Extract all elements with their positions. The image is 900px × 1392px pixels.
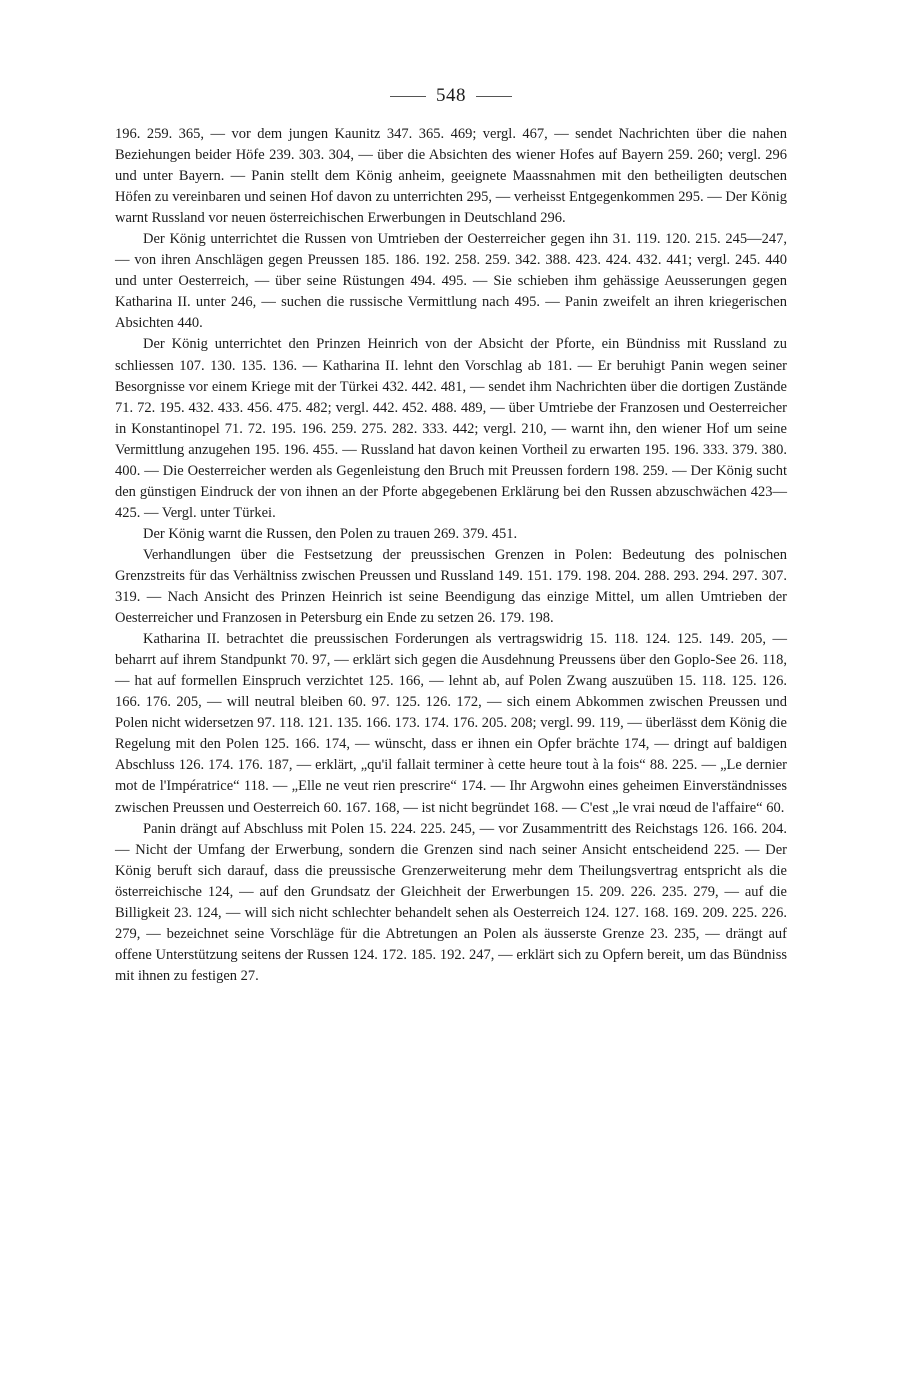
- paragraph: Der König warnt die Russen, den Polen zu trauen 269. 379. 451.: [143, 525, 518, 542]
- paragraph: Der König unterrichtet die Russen von Umtrieben der Oesterreicher gegen ihn 31. 119. 120. 215. 245—247, — von ihren Anschlägen gegen Preussen 185. 186. 192. 258. 259. 342. 388. 423. 424. 432. 441; vergl. 245. 440 und unter Oesterreich, — über seine Rüstungen 494. 495. — Sie schieben ihm gehässige Aeusserungen gegen Katharina II. unter 246, — suchen die russische Vermittlung nach 495. — Panin zweifelt an ihren kriegerischen Absichten 440.: [115, 231, 787, 332]
- page: [115, 80, 787, 987]
- index-text: [115, 124, 787, 987]
- header-rule-left: [390, 96, 426, 97]
- page-number: 548: [436, 85, 466, 106]
- header-rule-right: [476, 96, 512, 97]
- paragraph: 196. 259. 365, — vor dem jungen Kaunitz 347. 365. 469; vergl. 467, — sendet Nachrichten über die nahen Beziehungen beider Höfe 239. 303. 304, — über die Absichten des wiener Hofes auf Bayern 259. 260; vergl. 296 und unter Bayern. — Panin stellt dem König anheim, geeignete Maassnahmen mit den betheiligten deutschen Höfen zu vereinbaren und seinen Hof davon zu unterrichten 295, — verheisst Entgegenkommen 295. — Der König warnt Russland vor neuen österreichischen Erwerbungen in Deutschland 296.: [115, 126, 787, 227]
- page-header: [115, 80, 787, 112]
- paragraph: Katharina II. betrachtet die preussischen Forderungen als vertragswidrig 15. 118. 124. 125. 149. 205, — beharrt auf ihrem Standpunkt 70. 97, — erklärt sich gegen die Ausdehnung Preussens über den Goplo-See 26. 118, — hat auf formellen Einspruch verzichtet 125. 166, — lehnt ab, auf Polen Zwang auszuüben 15. 118. 125. 126. 166. 176. 205, — will neutral bleiben 60. 97. 125. 126. 172, — sich einem Abkommen zwischen Preussen und Polen nicht widersetzen 97. 118. 121. 135. 166. 173. 174. 176. 205. 208; vergl. 99. 119, — überlässt dem König die Regelung mit den Polen 125. 166. 174, — wünscht, dass er ihnen ein Opfer brächte 174, — dringt auf baldigen Abschluss 126. 174. 176. 187, — erklärt, „qu'il fallait terminer à cette heure tout à la fois“ 88. 225. — „Le dernier mot de l'Impératrice“ 118. — „Elle ne veut rien prescrire“ 174. — Ihr Argwohn eines geheimen Einverständnisses zwischen Preussen und Oesterreich 60. 167. 168, — ist nicht begründet 168. — C'est „le vrai nœud de l'affaire“ 60.: [115, 631, 787, 816]
- paragraph: Verhandlungen über die Festsetzung der preussischen Grenzen in Polen: Bedeutung des polnischen Grenzstreits für das Verhältniss zwischen Preussen und Russland 149. 151. 179. 198. 204. 288. 293. 294. 297. 307. 319. — Nach Ansicht des Prinzen Heinrich ist seine Beendigung das einzige Mittel, um allen Umtrieben der Oesterreicher und Franzosen in Petersburg ein Ende zu setzen 26. 179. 198.: [115, 546, 787, 627]
- paragraph: Der König unterrichtet den Prinzen Heinrich von der Absicht der Pforte, ein Bündniss mit Russland zu schliessen 107. 130. 135. 136. — Katharina II. lehnt den Vorschlag ab 181. — Er beruhigt Panin wegen seiner Besorgnisse vor einem Kriege mit der Türkei 432. 442. 481, — sendet ihm Nachrichten über die dortigen Zustände 71. 72. 195. 432. 433. 456. 475. 482; vergl. 442. 452. 488. 489, — über Umtriebe der Franzosen und Oesterreicher in Konstantinopel 71. 72. 195. 196. 259. 275. 282. 333. 442; vergl. 210, — warnt ihn, den wiener Hof um seine Vermittlung anzugehen 195. 196. 455. — Russland hat davon keinen Vortheil zu erwarten 195. 196. 333. 379. 380. 400. — Die Oesterreicher werden als Gegenleistung den Bruch mit Preussen fordern 198. 259. — Der König sucht den günstigen Eindruck der von ihnen an der Pforte abgegebenen Erklärung bei den Russen abzuschwächen 423—425. — Vergl. unter Türkei.: [115, 336, 787, 521]
- paragraph: Panin drängt auf Abschluss mit Polen 15. 224. 225. 245, — vor Zusammentritt des Reichstags 126. 166. 204. — Nicht der Umfang der Erwerbung, sondern die Grenzen sind nach seiner Ansicht entscheidend 225. — Der König beruft sich darauf, dass die preussische Grenzerweiterung mehr dem Theilungsvertrag entspricht als die österreichische 124, — auf den Grundsatz der Gleichheit der Erwerbungen 15. 209. 226. 235. 279, — auf die Billigkeit 23. 124, — will sich nicht schlechter behandelt sehen als Oesterreich 124. 127. 168. 169. 209. 225. 226. 279, — bezeichnet seine Vorschläge für die Abtretungen an Polen als äusserste Grenze 23. 235, — drängt auf offene Unterstützung seitens der Russen 124. 172. 185. 192. 247, — erklärt sich zu Opfern bereit, um das Bündniss mit ihnen zu festigen 27.: [115, 820, 787, 984]
